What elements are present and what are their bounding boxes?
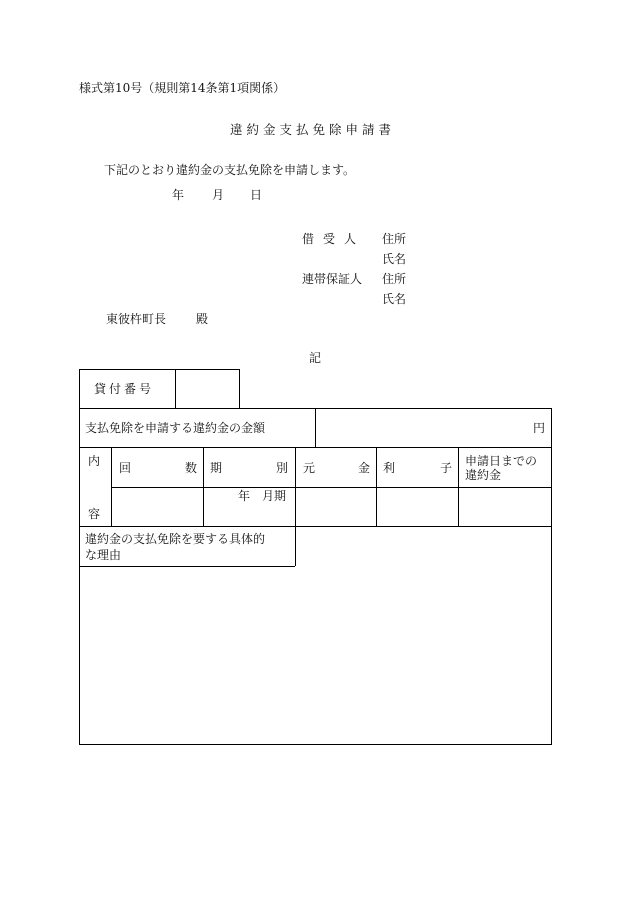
borrower-label: 借受人: [302, 232, 366, 246]
reason-label-bottom: [79, 566, 295, 567]
borrower-address-label: 住所: [382, 232, 407, 246]
period-value: 年 月期: [238, 489, 287, 503]
col-principal-label-b: 金: [358, 461, 371, 475]
amount-label: 支払免除を申請する違約金の金額: [85, 421, 266, 435]
details-col-divider-2: [295, 447, 296, 526]
col-period-label-a: 期: [210, 461, 223, 475]
recipient-name: 東彼杵町長: [106, 312, 167, 326]
intro-text: 下記のとおり違約金の支払免除を申請します。: [104, 163, 356, 177]
count-field[interactable]: [113, 489, 201, 524]
guarantor-address-label: 住所: [382, 272, 407, 286]
col-period-label-b: 別: [276, 461, 289, 475]
loan-number-label: 貸付番号: [94, 382, 155, 396]
date-month: 月: [212, 188, 225, 202]
details-col-divider-3: [376, 447, 377, 526]
record-heading: 記: [309, 351, 322, 365]
reason-field[interactable]: [81, 569, 550, 742]
loan-number-field[interactable]: [177, 371, 237, 407]
date-day: 日: [250, 188, 263, 202]
form-number: 様式第10号（規則第14条第1項関係）: [79, 81, 286, 95]
amount-unit: 円: [533, 421, 546, 435]
details-bottom: [79, 526, 552, 527]
recipient-honorific: 殿: [196, 312, 209, 326]
col-penalty-label-1: 申請日までの: [465, 454, 538, 468]
amount-row-bottom: [79, 447, 552, 448]
guarantor-label: 連帯保証人: [302, 272, 363, 286]
reason-label-line-2: な理由: [85, 548, 122, 562]
details-header-bottom: [111, 487, 552, 488]
principal-field[interactable]: [297, 489, 374, 524]
penalty-field[interactable]: [460, 489, 550, 524]
col-interest-label-a: 利: [383, 461, 396, 475]
reason-label-line-1: 違約金の支払免除を要する具体的: [85, 532, 266, 546]
interest-field[interactable]: [378, 489, 456, 524]
guarantor-name-label: 氏名: [382, 292, 407, 306]
details-col-divider-4: [458, 447, 459, 526]
col-interest-label-b: 子: [440, 461, 453, 475]
page-title: 違約金支払免除申請書: [230, 122, 396, 137]
amount-divider: [315, 408, 316, 447]
loan-number-divider: [175, 369, 176, 409]
col-principal-label-a: 元: [303, 461, 316, 475]
details-side-label-top: 内: [88, 454, 101, 468]
details-side-label-bottom: 容: [88, 507, 101, 521]
col-penalty-label-2: 違約金: [465, 468, 502, 482]
col-count-label-a: 回: [119, 461, 132, 475]
details-col-divider-1: [203, 447, 204, 526]
borrower-name-label: 氏名: [382, 252, 407, 266]
amount-field[interactable]: [318, 410, 532, 445]
date-year: 年: [172, 188, 185, 202]
col-count-label-b: 数: [185, 461, 198, 475]
reason-label-divider: [295, 526, 296, 566]
